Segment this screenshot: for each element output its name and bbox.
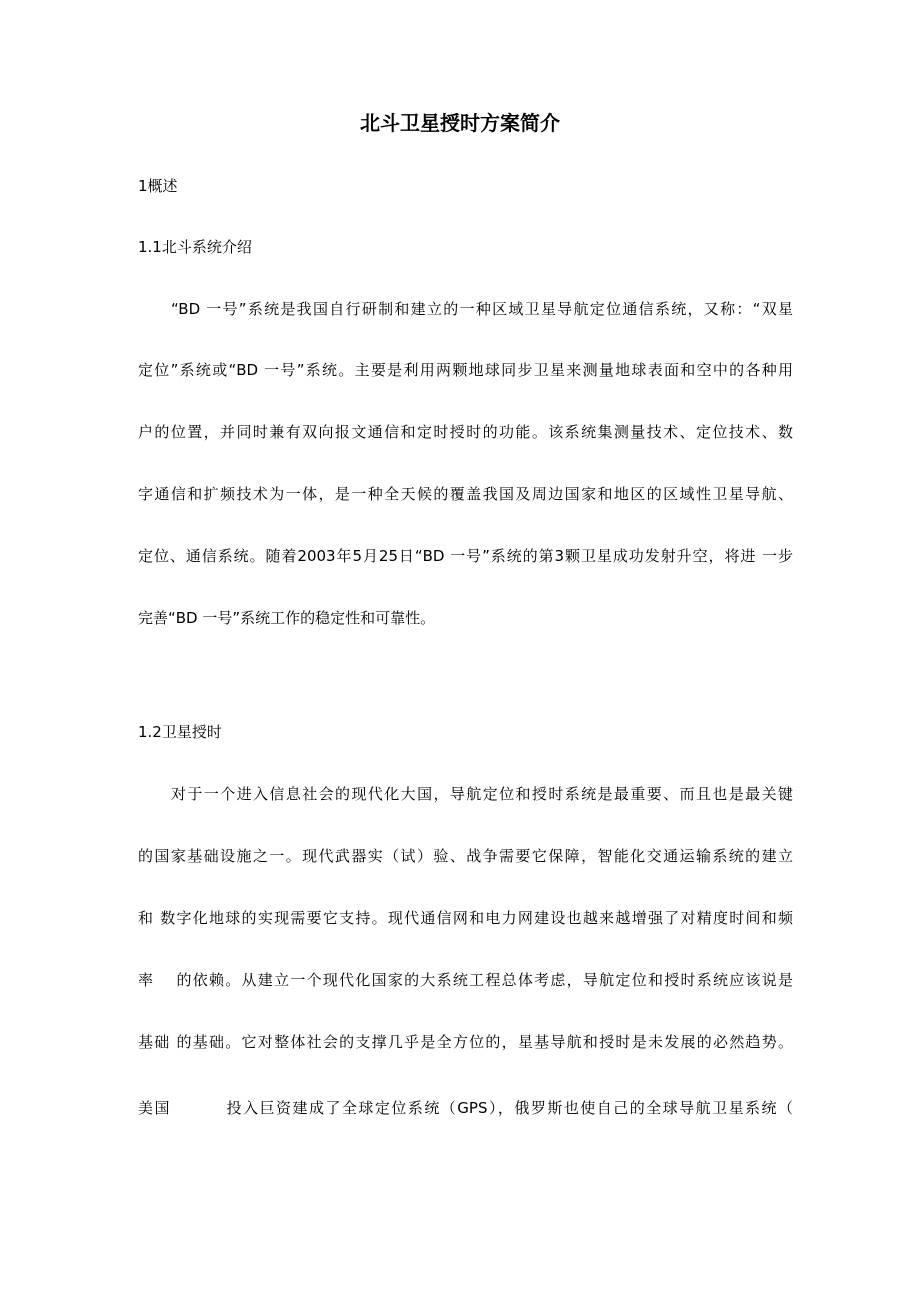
document-title: 北斗卫星授时方案简介 [360,111,560,135]
paragraph-line: 定位”系统或“BD 一号”系统。主要是利用两颗地球同步卫星来测量地球表面和空中的各种用 [138,361,793,379]
paragraph-line: 对于一个进入信息社会的现代化大国，导航定位和授时系统是最重要、而且也是最关键 [171,785,793,803]
paragraph-line: 定位、通信系统。随着2003年5月25日“BD 一号”系统的第3颗卫星成功发射升空，将进 一步 [138,547,793,565]
section-heading-overview: 1概述 [138,177,178,195]
paragraph-line: 率 的依赖。从建立一个现代化国家的大系统工程总体考虑，导航定位和授时系统应该说是 [138,971,793,989]
paragraph-line: 完善“BD 一号”系统工作的稳定性和可靠性。 [138,609,436,627]
section-heading-beidou-intro: 1.1北斗系统介绍 [138,238,252,256]
paragraph-line: 的国家基础设施之一。现代武器实（试）验、战争需要它保障，智能化交通运输系统的建立 [138,847,793,865]
paragraph-line: “BD 一号”系统是我国自行研制和建立的一种区域卫星导航定位通信系统，又称：“双星 [171,300,793,318]
paragraph-line: 户的位置，并同时兼有双向报文通信和定时授时的功能。该系统集测量技术、定位技术、数 [138,423,793,441]
paragraph-line: 美国 投入巨资建成了全球定位系统（GPS），俄罗斯也使自己的全球导航卫星系统（ [138,1099,793,1117]
paragraph-line: 和 数字化地球的实现需要它支持。现代通信网和电力网建设也越来越增强了对精度时间和频 [138,909,793,927]
section-heading-satellite-timing: 1.2卫星授时 [138,723,222,741]
paragraph-line: 基础 的基础。它对整体社会的支撑几乎是全方位的，星基导航和授时是未发展的必然趋势。 [138,1033,793,1051]
paragraph-line: 字通信和扩频技术为一体，是一种全天候的覆盖我国及周边国家和地区的区域性卫星导航、 [138,485,793,503]
